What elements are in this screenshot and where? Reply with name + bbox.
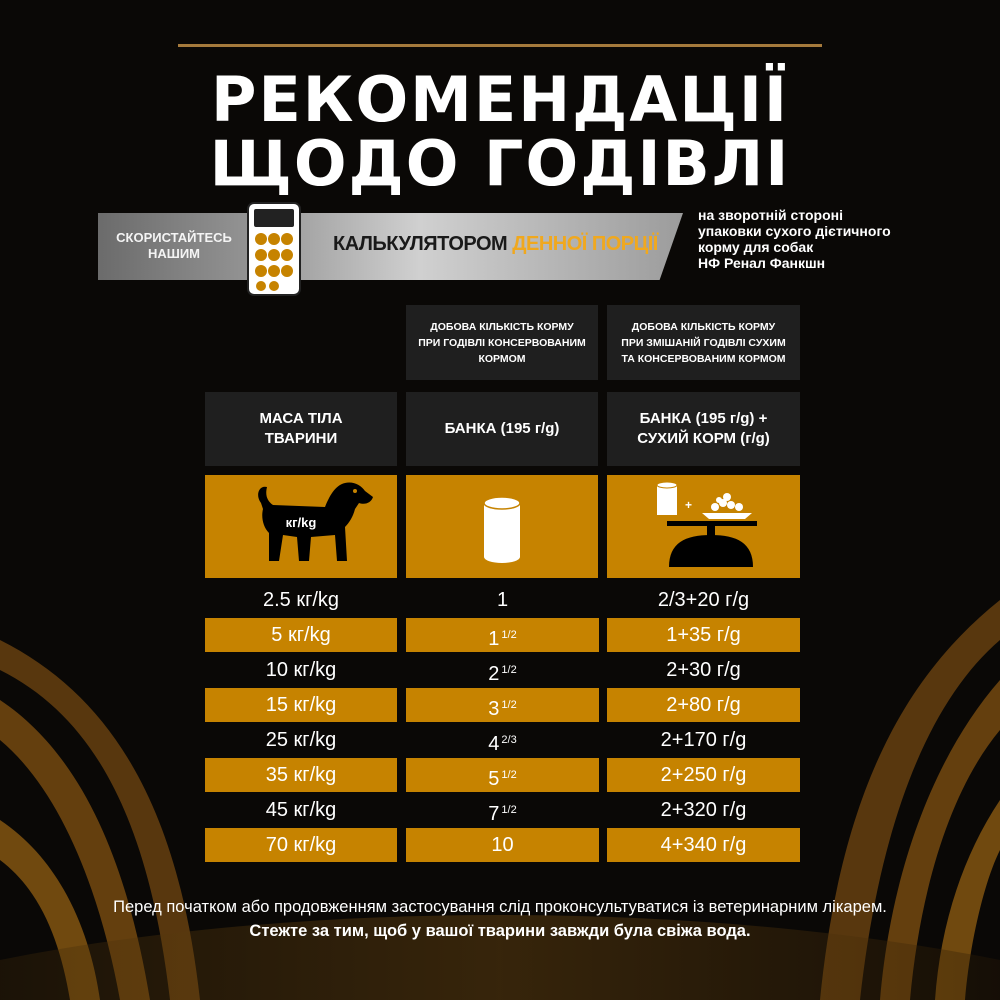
weight-cell: 2.5 кг/kg [262, 589, 340, 611]
can-whole: 4 [488, 733, 500, 755]
header-can-plus-dry-line-1: БАНКА (195 г/g) + [639, 410, 768, 427]
can-cell [406, 583, 599, 617]
weight-cell: 45 кг/kg [265, 799, 337, 821]
column-note-canned-line-2: ПРИ ГОДІВЛІ КОНСЕРВОВАНИМ [418, 336, 586, 349]
column-note-mixed-line-1: ДОБОВА КІЛЬКІСТЬ КОРМУ [631, 320, 776, 333]
table-row [205, 758, 800, 792]
can-cell [406, 618, 599, 652]
scale-icon [607, 475, 800, 578]
table-row [205, 583, 800, 617]
mixed-cell: 2+30 г/g [666, 659, 741, 681]
side-note-line-4: НФ Ренал Фанкшн [698, 255, 826, 271]
dog-icon-cell [205, 475, 397, 578]
header-can-plus-dry [607, 392, 800, 466]
can-whole: 10 [491, 834, 514, 856]
can-fraction: 1/2 [501, 664, 517, 676]
column-note-mixed-line-3: ТА КОНСЕРВОВАНИМ КОРМОМ [621, 352, 786, 365]
calculator-icon [246, 201, 302, 297]
header-can-text: БАНКА (195 г/g) [444, 420, 560, 437]
can-whole: 5 [488, 768, 500, 790]
mixed-cell: 2+170 г/g [660, 729, 747, 751]
column-note-mixed [607, 305, 800, 380]
title-line-2: ЩОДО ГОДІВЛІ [209, 127, 791, 200]
header-can-plus-dry-line-2: СУХИЙ КОРМ (г/g) [637, 430, 770, 447]
column-note-canned-line-3: КОРМОМ [478, 352, 526, 365]
column-note-mixed-line-2: ПРИ ЗМІШАНІЙ ГОДІВЛІ СУХИМ [621, 336, 786, 349]
mixed-cell: 2+320 г/g [660, 799, 747, 821]
scale-plus-sign: + [685, 498, 693, 512]
can-whole: 1 [488, 628, 500, 650]
title-line-1: РЕКОМЕНДАЦІЇ [211, 63, 789, 136]
table-row [205, 828, 800, 862]
scale-icon-cell [607, 475, 800, 578]
top-divider [178, 44, 822, 47]
mixed-cell: 2+80 г/g [607, 688, 800, 722]
can-fraction: 1/2 [501, 629, 517, 641]
table-row [205, 653, 800, 687]
can-whole: 2 [488, 663, 500, 685]
banner-daily-portion: ДЕННОЇ ПОРЦІЇ [507, 233, 658, 255]
mixed-cell: 1+35 г/g [607, 618, 800, 652]
weight-cell: 15 кг/kg [205, 688, 397, 722]
mixed-cell: 2/3+20 г/g [657, 589, 750, 611]
can-icon-cell [406, 475, 598, 578]
can-cell [406, 688, 599, 722]
side-note-line-2: упаковки сухого дієтичного [698, 223, 891, 239]
can-cell [406, 723, 599, 757]
can-cell [406, 758, 599, 792]
banner-left-line-1: СКОРИСТАЙТЕСЬ [116, 230, 232, 245]
weight-cell: 5 кг/kg [205, 618, 397, 652]
can-icon [406, 475, 598, 578]
can-whole: 3 [488, 698, 500, 720]
column-note-canned-line-1: ДОБОВА КІЛЬКІСТЬ КОРМУ [430, 320, 574, 333]
can-fraction: 1/2 [501, 804, 517, 816]
table-row [205, 793, 800, 827]
header-can [406, 392, 598, 466]
mixed-cell: 4+340 г/g [607, 828, 800, 862]
can-whole: 1 [496, 589, 509, 611]
can-whole: 7 [488, 803, 500, 825]
table-row [205, 723, 800, 757]
header-body-weight-line-2: ТВАРИНИ [264, 430, 338, 447]
header-body-weight [205, 392, 397, 466]
can-fraction: 1/2 [501, 699, 517, 711]
banner-calculator-word: КАЛЬКУЛЯТОРОМ [333, 233, 508, 255]
weight-cell: 35 кг/kg [205, 758, 397, 792]
footer-vet-note: Перед початком або продовженням застосування слід проконсультуватися із ветеринарним лікарем. [113, 898, 887, 916]
mixed-cell: 2+250 г/g [607, 758, 800, 792]
can-cell [406, 653, 599, 687]
column-note-canned [406, 305, 598, 380]
dog-icon [205, 475, 397, 578]
dog-unit-label: кг/kg [285, 515, 317, 530]
side-note-line-3: корму для собак [698, 239, 814, 255]
footer-water-note: Стежте за тим, щоб у вашої тварини завжди була свіжа вода. [249, 922, 751, 940]
can-fraction: 2/3 [501, 734, 517, 746]
weight-cell: 70 кг/kg [205, 828, 397, 862]
banner-left-text [104, 230, 244, 262]
page-title [0, 63, 1000, 200]
can-cell [406, 828, 599, 862]
banner-left-line-2: НАШИМ [147, 246, 200, 261]
side-note [698, 207, 938, 271]
can-cell [406, 793, 599, 827]
weight-cell: 10 кг/kg [265, 659, 337, 681]
table-row [205, 688, 800, 722]
side-note-line-1: на зворотній стороні [698, 207, 843, 223]
header-body-weight-line-1: МАСА ТІЛА [259, 410, 343, 427]
banner-right-text [333, 233, 658, 256]
can-fraction: 1/2 [501, 769, 517, 781]
weight-cell: 25 кг/kg [265, 729, 337, 751]
table-row [205, 618, 800, 652]
